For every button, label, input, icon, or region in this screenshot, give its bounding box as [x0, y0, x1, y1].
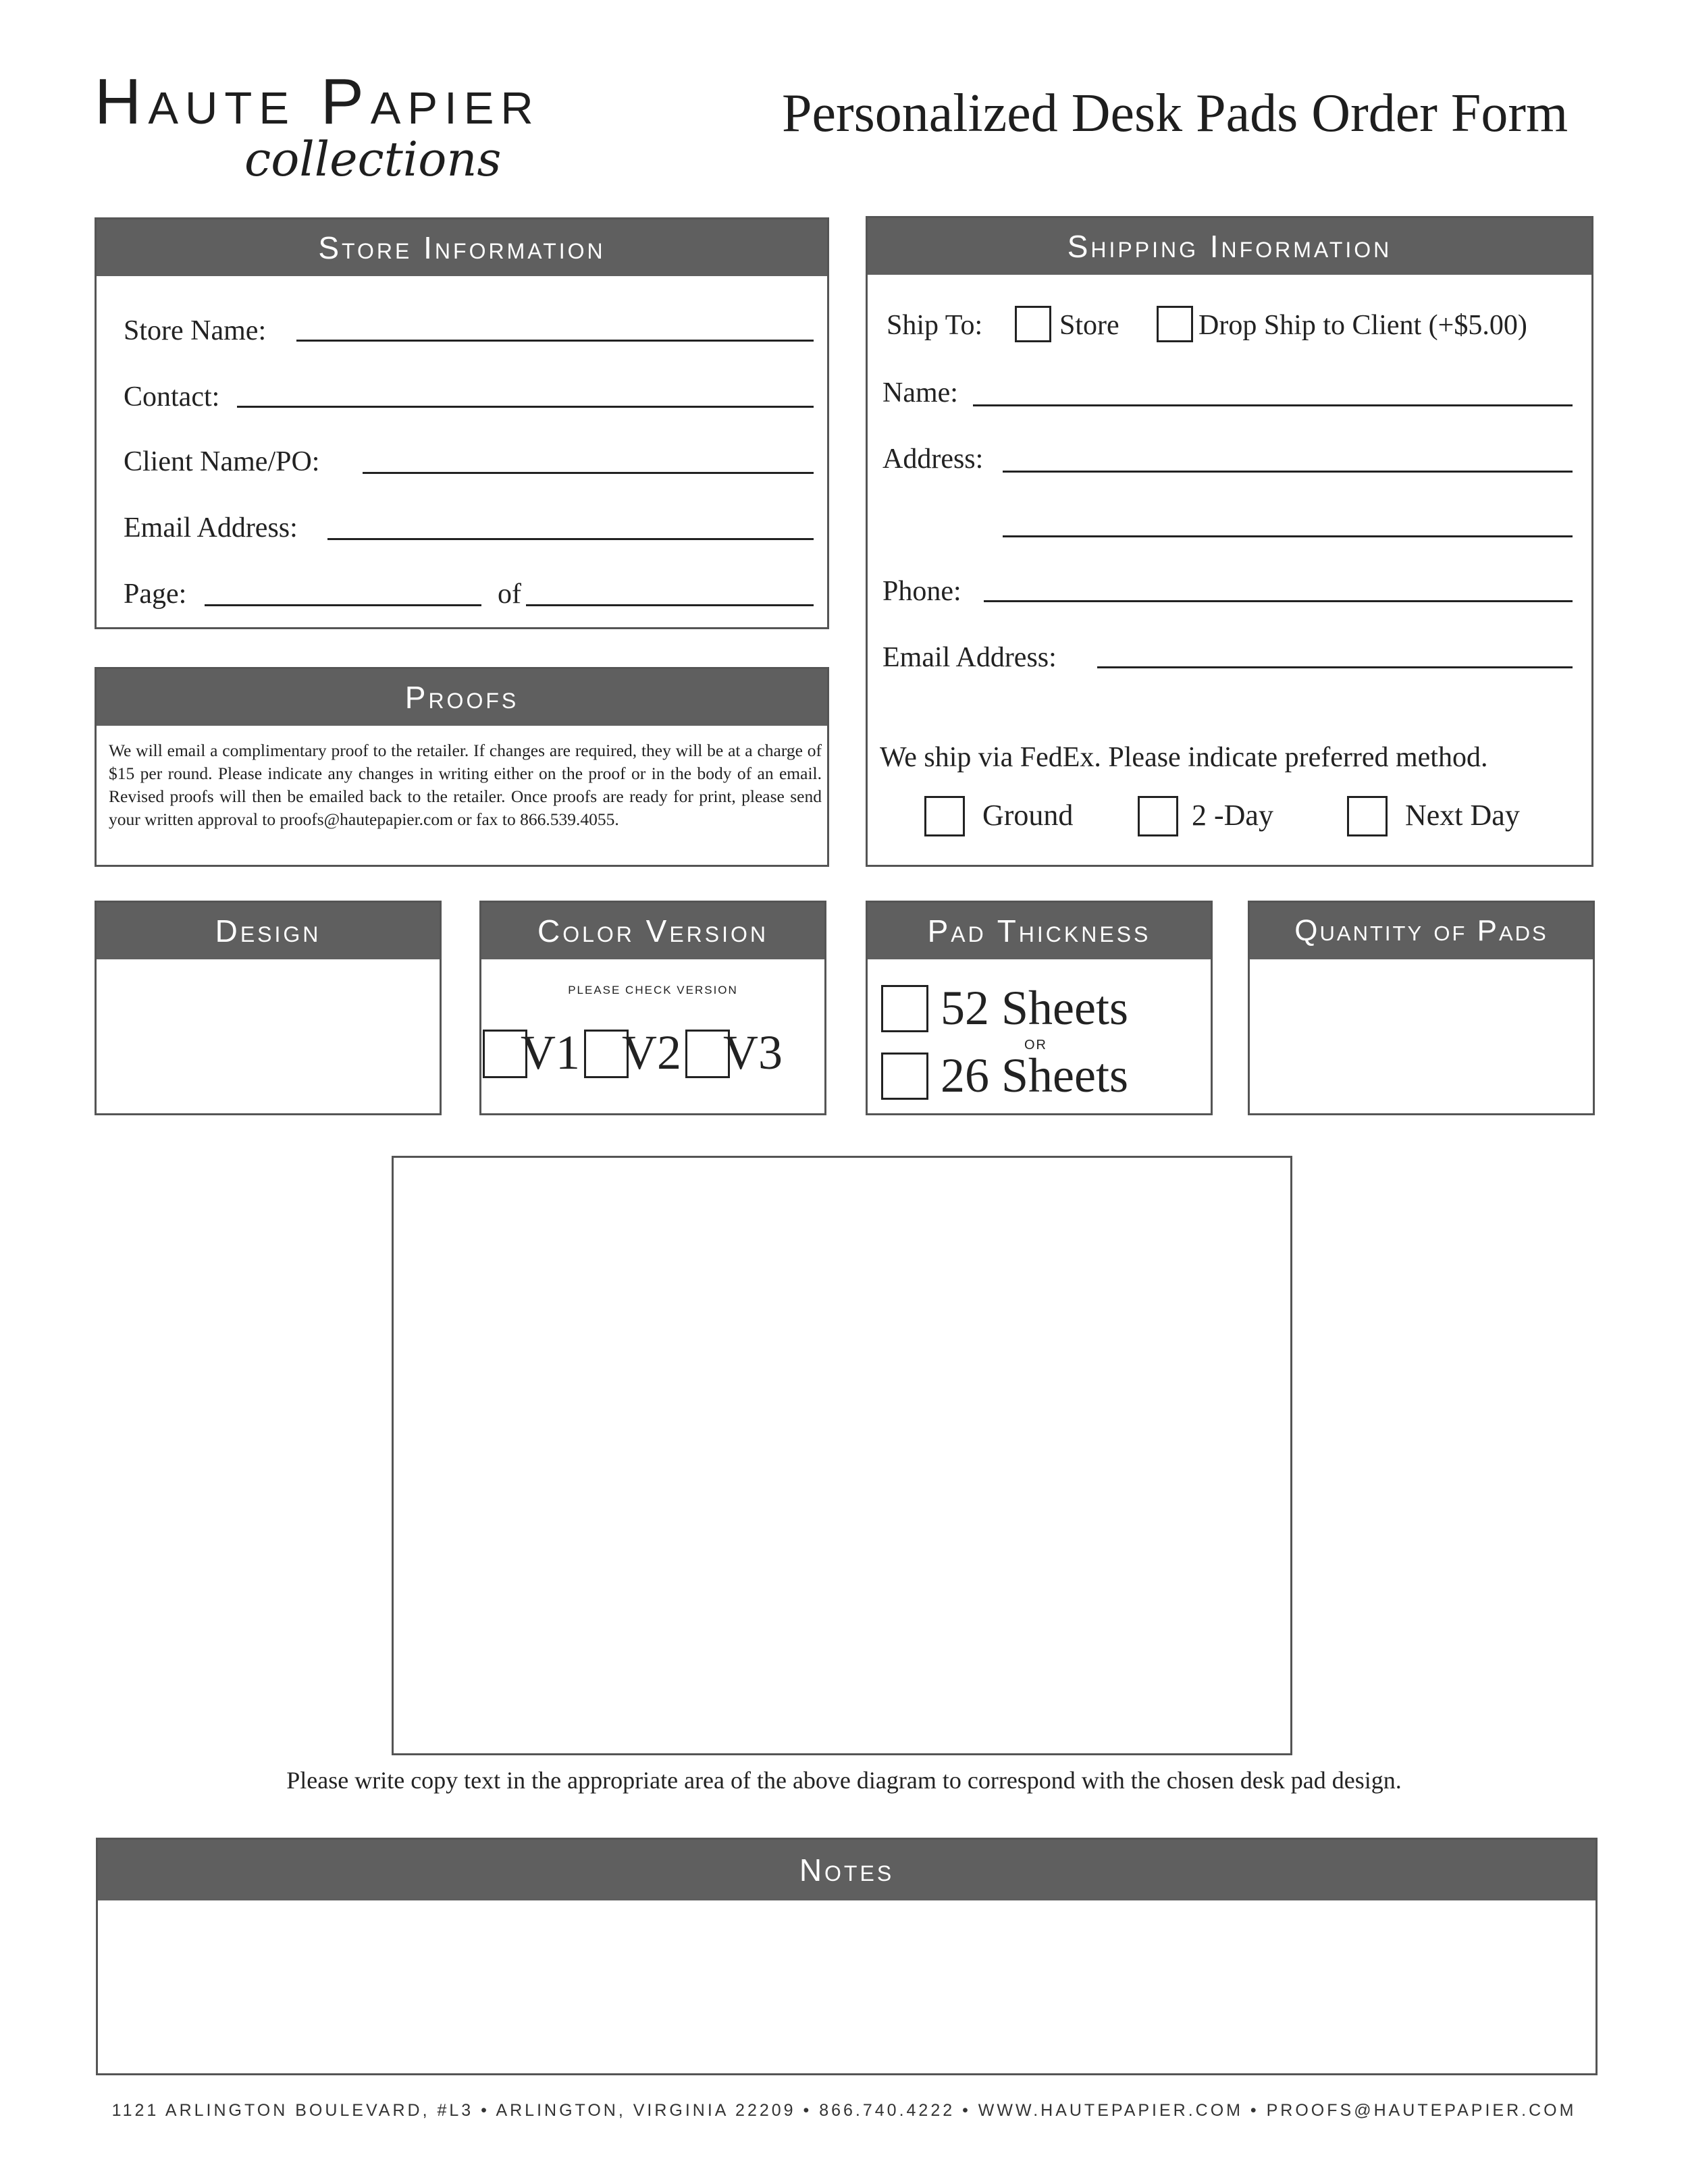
26-sheets-checkbox[interactable]: [881, 1053, 928, 1100]
client-field[interactable]: [363, 472, 814, 474]
page-label: Page:: [124, 579, 187, 610]
pad-thickness-panel: [866, 901, 1213, 1115]
ship-email-label: Email Address:: [882, 642, 1057, 673]
store-email-label: Email Address:: [124, 512, 298, 543]
26-sheets-label: 26 Sheets: [941, 1048, 1128, 1102]
ship-to-label: Ship To:: [887, 310, 983, 341]
ship-drop-checkbox[interactable]: [1157, 306, 1193, 342]
diagram-caption: Please write copy text in the appropriate area of the above diagram to correspond with the chosen desk pad design.: [286, 1767, 1402, 1794]
notes-field[interactable]: [98, 1900, 1595, 2073]
ship-name-field[interactable]: [973, 404, 1573, 406]
v3-label: V3: [723, 1026, 783, 1080]
footer-contact: 1121 ARLINGTON BOULEVARD, #L3 • ARLINGTON, VIRGINIA 22209 • 866.740.4222 • WWW.HAUTEPAPIER.COM • PROOFS@HAUTEPAPIER.COM: [111, 2101, 1577, 2120]
brand-tagline: collections: [244, 132, 502, 187]
diagram-box[interactable]: [392, 1156, 1292, 1755]
v1-label: V1: [521, 1026, 580, 1080]
notes-heading: Notes: [98, 1840, 1595, 1900]
pad-thickness-heading: Pad Thickness: [868, 903, 1211, 959]
store-name-label: Store Name:: [124, 315, 267, 346]
ship-address-field-2[interactable]: [1003, 535, 1573, 537]
proofs-text: We will email a complimentary proof to the retailer. If changes are required, they will be at a charge of $15 per round. Please indicate any changes in writing either on the proof or in the body of an email. Revised proofs will then be emailed back to the retailer. Once proofs are ready for print, please send your written approval to proofs@hautepapier.com or fax to 866.539.4055.: [109, 741, 822, 829]
ship-store-label: Store: [1059, 310, 1119, 341]
brand-logo: Haute Papier: [95, 65, 540, 138]
method-ground-checkbox[interactable]: [924, 796, 965, 836]
color-version-panel: [479, 901, 826, 1115]
client-label: Client Name/PO:: [124, 446, 320, 477]
ship-address-field-1[interactable]: [1003, 471, 1573, 473]
method-nextday-label: Next Day: [1405, 799, 1520, 832]
quantity-panel: [1248, 901, 1595, 1115]
design-panel: [95, 901, 442, 1115]
store-info-heading: Store Information: [97, 219, 827, 276]
52-sheets-checkbox[interactable]: [881, 985, 928, 1032]
method-2day-label: 2 -Day: [1192, 799, 1273, 832]
proofs-panel: [95, 667, 829, 867]
page-field[interactable]: [205, 604, 481, 606]
color-version-note: PLEASE CHECK VERSION: [568, 984, 738, 996]
proofs-heading: Proofs: [97, 669, 827, 726]
fedex-note: We ship via FedEx. Please indicate preferred method.: [880, 742, 1488, 773]
ship-phone-field[interactable]: [984, 600, 1573, 602]
notes-panel: [96, 1838, 1598, 2075]
ship-email-field[interactable]: [1097, 666, 1573, 668]
page-total-field[interactable]: [526, 604, 814, 606]
method-ground-label: Ground: [982, 799, 1074, 832]
design-heading: Design: [97, 903, 440, 959]
store-info-panel: [95, 217, 829, 629]
ship-store-checkbox[interactable]: [1015, 306, 1051, 342]
ship-drop-label: Drop Ship to Client (+$5.00): [1198, 310, 1527, 341]
ship-address-label: Address:: [882, 444, 984, 475]
store-name-field[interactable]: [296, 340, 814, 342]
v2-label: V2: [622, 1026, 681, 1080]
shipping-info-panel: [866, 216, 1593, 867]
store-email-field[interactable]: [327, 538, 814, 540]
page-title: Personalized Desk Pads Order Form: [782, 84, 1568, 143]
ship-phone-label: Phone:: [882, 576, 961, 607]
thickness-or-label: OR: [1024, 1038, 1047, 1053]
shipping-info-heading: Shipping Information: [868, 218, 1591, 275]
52-sheets-label: 52 Sheets: [941, 981, 1128, 1035]
method-nextday-checkbox[interactable]: [1347, 796, 1388, 836]
ship-name-label: Name:: [882, 377, 958, 408]
method-2day-checkbox[interactable]: [1138, 796, 1178, 836]
contact-field[interactable]: [237, 406, 814, 408]
color-version-heading: Color Version: [481, 903, 824, 959]
of-label: of: [498, 579, 521, 610]
contact-label: Contact:: [124, 381, 220, 412]
quantity-heading: Quantity of Pads: [1250, 903, 1593, 959]
